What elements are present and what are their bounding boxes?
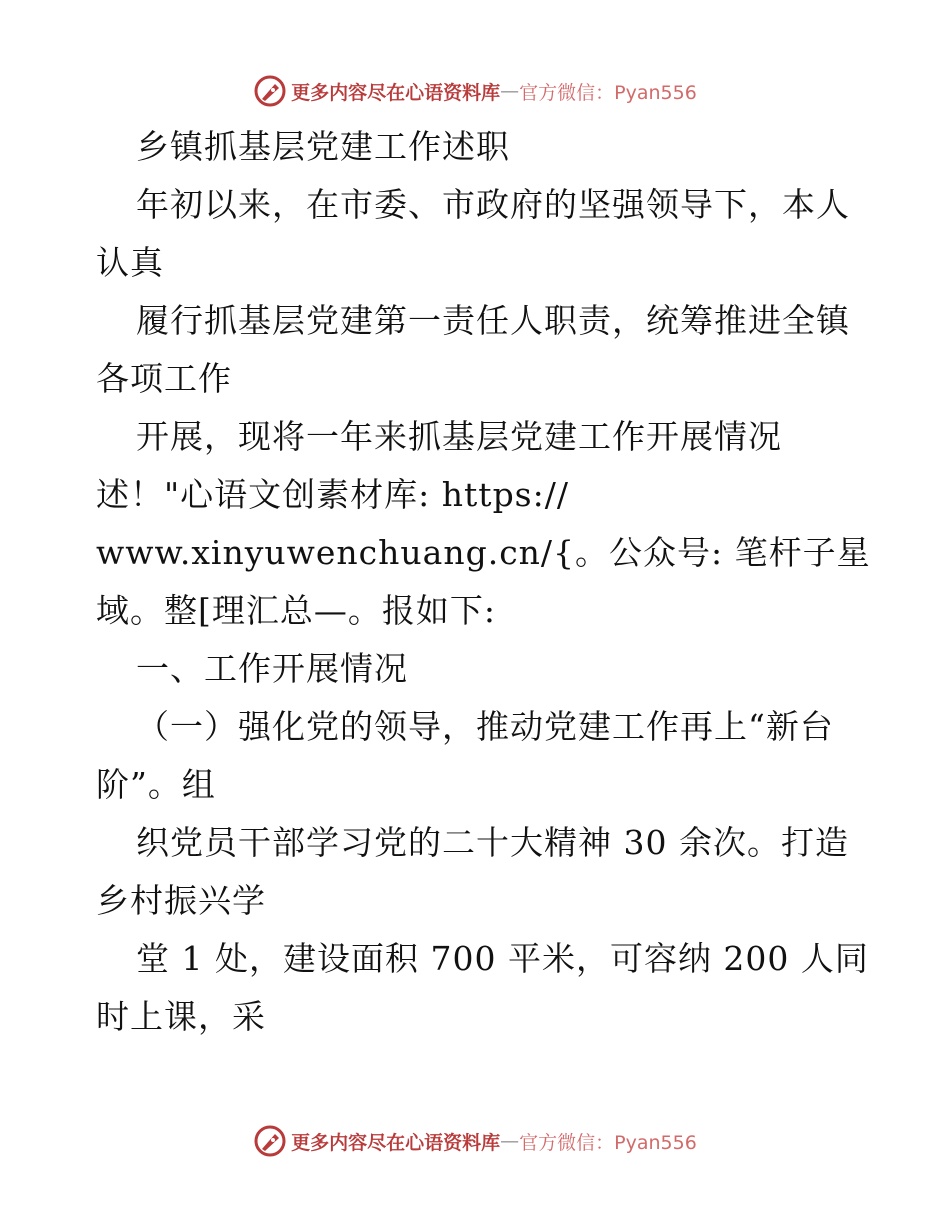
watermark-site-text: 更多内容尽在心语资料库 bbox=[291, 1131, 501, 1154]
watermark-site-text: 更多内容尽在心语资料库 bbox=[291, 81, 501, 104]
paragraph-line: 述！"心语文创素材库: https:// bbox=[96, 475, 569, 514]
paragraph-line: www.xinyuwenchuang.cn/{。公众号: 笔杆子星 bbox=[96, 533, 871, 572]
section-heading: 一、工作开展情况 bbox=[136, 649, 408, 688]
paragraph-line: 乡村振兴学 bbox=[96, 881, 266, 920]
paragraph-line: 履行抓基层党建第一责任人职责，统筹推进全镇 bbox=[136, 301, 850, 340]
paragraph-line: 织党员干部学习党的二十大精神 30 余次。打造 bbox=[136, 823, 849, 862]
pen-nib-logo-icon bbox=[253, 74, 287, 108]
paragraph-line: 开展，现将一年来抓基层党建工作开展情况 bbox=[136, 417, 782, 456]
footer-watermark bbox=[0, 1121, 950, 1161]
watermark-contact-text: 官方微信：Pyan556 bbox=[519, 1131, 697, 1154]
document-title: 乡镇抓基层党建工作述职 bbox=[136, 127, 510, 166]
paragraph-line: 时上课，采 bbox=[96, 997, 266, 1036]
paragraph-line: 阶”。组 bbox=[96, 765, 216, 804]
paragraph-line: 堂 1 处，建设面积 700 平米，可容纳 200 人同 bbox=[136, 939, 869, 978]
document-body bbox=[96, 118, 871, 1046]
paragraph-line: 年初以来，在市委、市政府的坚强领导下，本人 bbox=[136, 185, 850, 224]
subsection-heading: （一）强化党的领导，推动党建工作再上“新台 bbox=[136, 707, 834, 746]
watermark-contact-text: 官方微信：Pyan556 bbox=[519, 81, 697, 104]
paragraph-line: 认真 bbox=[96, 243, 164, 282]
watermark-separator: — bbox=[500, 80, 520, 102]
pen-nib-logo-icon bbox=[253, 1124, 287, 1158]
paragraph-line: 域。整[理汇总—。报如下: bbox=[96, 591, 496, 630]
paragraph-line: 各项工作 bbox=[96, 359, 232, 398]
header-watermark bbox=[0, 71, 950, 111]
watermark-separator: — bbox=[500, 1130, 520, 1152]
